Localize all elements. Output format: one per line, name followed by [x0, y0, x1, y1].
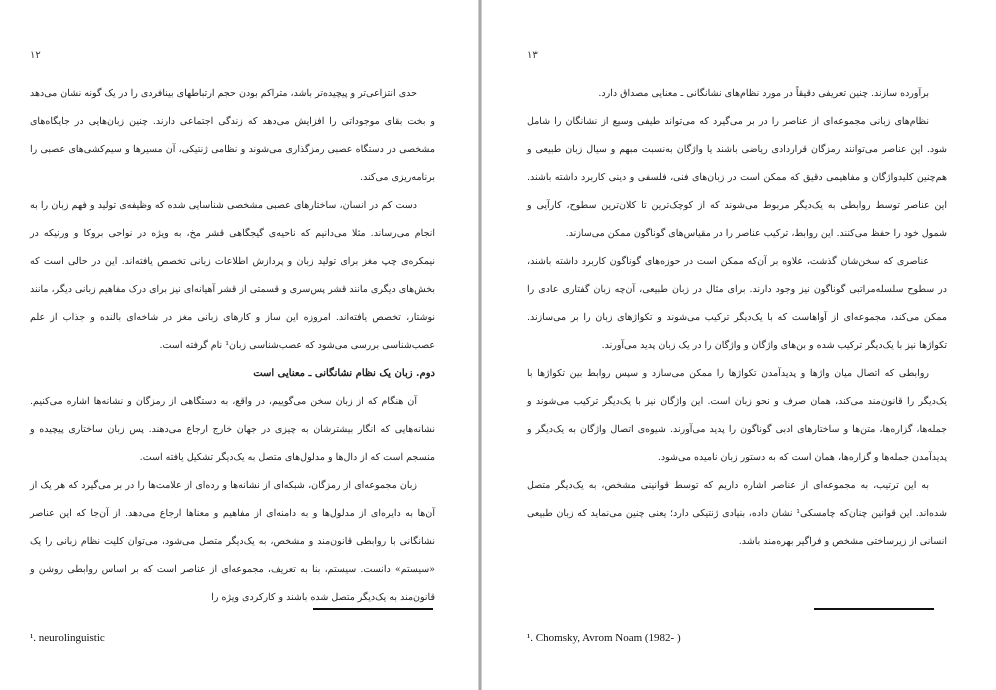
footnote: ¹. Chomsky, Avrom Noam (1982- ): [527, 632, 681, 644]
paragraph: نظام‌های زبانی مجموعه‌ای از عناصر را در بر می‌گیرد که می‌تواند طیفی وسیع از نشانگان را شامل شود. این عناصر می‌توانند رمزگان قراردادی ریاضی باشند یا واژگان به‌نسبت مبهم و سیال زبان طبیعی و هم‌چنین کلیدواژگان و مفاهیمی دقیق که ممکن است در زبان‌های فنی، فلسفی و دینی کاربرد داشته باشند. این عناصر توسط روابطی به یک‌دیگر مربوط می‌شوند که از کوچک‌ترین تا کلان‌ترین سطوح، کارآیی و شمول خود را حفظ می‌کنند. این روابط، ترکیب عناصر را در مقیاس‌های گوناگون ممکن می‌سازند.: [527, 116, 947, 239]
footnote-separator: [814, 608, 934, 610]
page-number: ۱۲: [30, 50, 41, 61]
body-text: [30, 80, 435, 612]
paragraph: عناصری که سخن‌شان گذشت، علاوه بر آن‌که ممکن است در حوزه‌های گوناگون کاربرد داشته باشند، در سطوح سلسله‌مراتبی گوناگون نیز وجود دارند. برای مثال در زبان طبیعی، آن‌چه زبان گفتاری عادی را ممکن می‌کند، مجموعه‌ای از آواهاست که با یک‌دیگر ترکیب می‌شوند و تکواژهای زبان را بر می‌سازند. تکواژها نیز با یک‌دیگر ترکیب شده و بن‌های واژگان و واژگان را در یک زبان پدید می‌آورند.: [527, 256, 947, 351]
paragraph: برآورده سازند. چنین تعریفی دقیقاً در مورد نظام‌های نشانگانی ـ معنایی مصداق دارد.: [598, 88, 929, 99]
paragraph: زبان مجموعه‌ای از رمزگان، شبکه‌ای از نشانه‌ها و رده‌ای از علامت‌ها را در بر می‌گیرد که هر یک از آن‌ها به دایره‌ای از مدلول‌ها و به دامنه‌ای از مفاهیم و معناها ارجاع می‌دهد. از آن‌جا که این عناصر نشانگانی با روابطی قانون‌مند و مشخص، به یک‌دیگر متصل می‌شود، می‌توان کلیت نظام زبانی را یک «سیستم» دانست. سیستم، بنا به تعریف، مجموعه‌ای از عناصر است که بر اساس روابطی روشن و قانون‌مند به یک‌دیگر متصل شده باشند و کارکردی ویژه را: [30, 480, 435, 603]
paragraph: آن هنگام که از زبان سخن می‌گوییم، در واقع، به دستگاهی از رمزگان و نشانه‌ها اشاره می‌کنیم. نشانه‌هایی که انگار بیشترشان به چیزی در جهان خارج ارجاع می‌دهند. پس زبان ساختاری پیچیده و منسجم است که از دال‌ها و مدلول‌های متصل به یک‌دیگر تشکیل یافته است.: [30, 396, 435, 463]
paragraph: به این ترتیب، به مجموعه‌ای از عناصر اشاره داریم که توسط قوانینی مشخص، به یک‌دیگر متصل شده‌اند. این قوانین چنان‌که چامسکی¹ نشان داده، بنیادی ژنتیکی دارد؛ یعنی چنین می‌نماید که زبان طبیعی انسانی از زیرساختی مشخص و فراگیر بهره‌مند باشد.: [527, 480, 947, 547]
section-heading: دوم. زبان یک نظام نشانگانی ـ معنایی است: [253, 368, 435, 379]
paragraph: حدی انتزاعی‌تر و پیچیده‌تر باشد، متراکم بودن حجم ارتباطهای بینافردی را در یک گونه نشان می‌دهد و بخت بقای موجوداتی را افزایش می‌دهد که زندگی اجتماعی دارند. چنین زبان‌هایی در جایگاه‌های مشخصی در دستگاه عصبی رمزگذاری می‌شوند و نظامی ژنتیکی، آن مسیرها و سیم‌کشی‌های عصبی را برنامه‌ریزی می‌کند.: [30, 88, 435, 183]
right-page: [481, 0, 996, 690]
paragraph: روابطی که اتصال میان واژها و پدیدآمدن تکواژها را ممکن می‌سازد و سپس روابط بین تکواژها با یک‌دیگر را قانون‌مند می‌کند، همان صرف و نحو زبان است. این واژگان نیز با یک‌دیگر ترکیب می‌شوند و جمله‌ها، گزاره‌ها، متن‌ها و ساختارهای ادبی گوناگون را پدید می‌آورند. شیوه‌ی اتصال واژگان به یک‌دیگر و پدیدآمدن جمله‌ها و گزاره‌ها، همان است که به دستور زبان نامیده می‌شود.: [527, 368, 947, 463]
paragraph: دست کم در انسان، ساختارهای عصبی مشخصی شناسایی شده که وظیفه‌ی تولید و فهم زبان را به انجام می‌رساند. مثلا می‌دانیم که ناحیه‌ی گیجگاهی قشر مخ، به ویژه در نواحی بروکا و ورنیکه در نیمکره‌ی چپ مغز برای تولید زبان و پردازش اطلاعات زبانی تخصص یافته‌اند. این در حالی است که بخش‌های دیگری مانند قشر پس‌سری و قسمتی از قشر آهیانه‌ای نیز برای درک مفاهیم زبانی دیگر، مانند نوشتار، تخصص یافته‌اند. امروزه این ساز و کارهای زبانی مغز در شاخه‌ای بالنده و جذاب از علم عصب‌شناسی بررسی می‌شود که عصب‌شناسی زبان¹ نام گرفته است.: [30, 200, 435, 351]
left-page: [0, 0, 479, 690]
page-number: ۱۳: [527, 50, 538, 61]
footnote: ¹. neurolinguistic: [30, 632, 105, 644]
footnote-separator: [313, 608, 433, 610]
body-text: [527, 80, 947, 556]
